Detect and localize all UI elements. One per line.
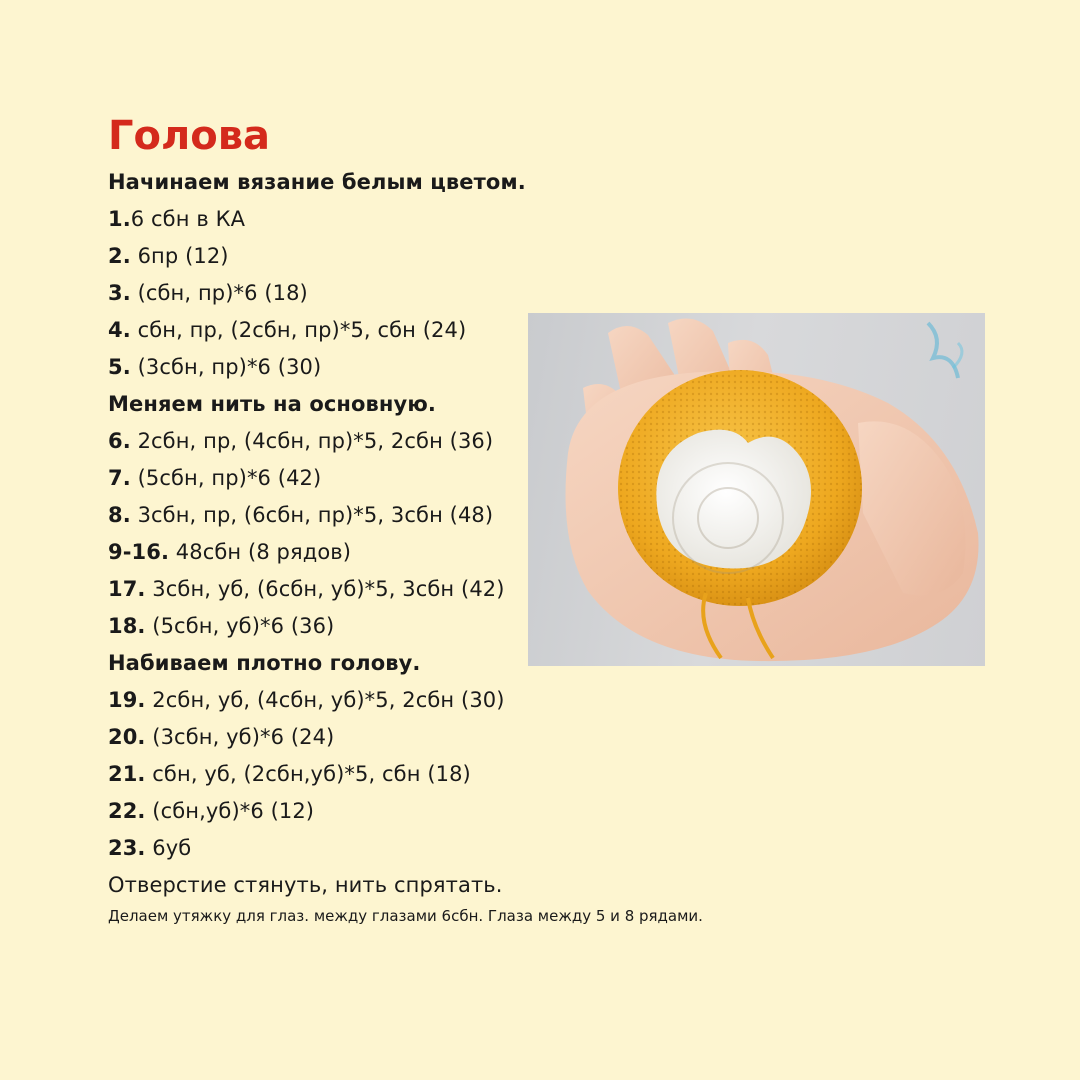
- pattern-row: [108, 349, 526, 386]
- row-text: (5сбн, пр)*6 (42): [130, 466, 322, 490]
- pattern-row: [108, 830, 526, 867]
- row-text: 6пр (12): [130, 244, 229, 268]
- eye-note: Делаем утяжку для глаз. между глазами 6сбн. Глаза между 5 и 8 рядами.: [108, 907, 703, 925]
- row-number: 21.: [108, 762, 146, 786]
- row-number: 17.: [108, 577, 146, 601]
- pattern-row: [108, 719, 526, 756]
- row-text: Набиваем плотно голову.: [108, 651, 421, 675]
- row-text: сбн, уб, (2сбн,уб)*5, сбн (18): [145, 762, 471, 786]
- hand-with-crochet-ball-icon: [528, 313, 985, 666]
- row-text: 6уб: [145, 836, 192, 860]
- pattern-row: [108, 275, 526, 312]
- pattern-row: [108, 793, 526, 830]
- row-number: 3.: [108, 281, 131, 305]
- row-number: 6.: [108, 429, 131, 453]
- pattern-row: [108, 423, 526, 460]
- row-text: 6 сбн в КА: [130, 207, 246, 231]
- row-text: 2сбн, пр, (4сбн, пр)*5, 2сбн (36): [130, 429, 494, 453]
- pattern-row: [108, 756, 526, 793]
- row-text: (3сбн, уб)*6 (24): [145, 725, 335, 749]
- row-text: Отверстие стянуть, нить спрятать.: [108, 873, 503, 897]
- row-number: 8.: [108, 503, 131, 527]
- row-number: 9-16.: [108, 540, 170, 564]
- pattern-row: [108, 497, 526, 534]
- row-number: 1.: [108, 207, 131, 231]
- pattern-row: [108, 238, 526, 275]
- finish-instruction: [108, 867, 526, 904]
- row-number: 23.: [108, 836, 146, 860]
- row-text: (сбн,уб)*6 (12): [145, 799, 315, 823]
- row-text: Меняем нить на основную.: [108, 392, 436, 416]
- row-number: 22.: [108, 799, 146, 823]
- row-number: 20.: [108, 725, 146, 749]
- row-text: 48сбн (8 рядов): [169, 540, 352, 564]
- row-text: (3сбн, пр)*6 (30): [130, 355, 322, 379]
- row-text: (5сбн, уб)*6 (36): [145, 614, 335, 638]
- pattern-row: [108, 312, 526, 349]
- row-number: 18.: [108, 614, 146, 638]
- row-text: сбн, пр, (2сбн, пр)*5, сбн (24): [130, 318, 467, 342]
- section-heading: [108, 645, 526, 682]
- row-number: 7.: [108, 466, 131, 490]
- pattern-rows: [108, 164, 526, 904]
- row-text: 3сбн, уб, (6сбн, уб)*5, 3сбн (42): [145, 577, 505, 601]
- section-heading: [108, 386, 526, 423]
- row-number: 19.: [108, 688, 146, 712]
- pattern-row: [108, 460, 526, 497]
- pattern-row: [108, 201, 526, 238]
- section-heading: [108, 164, 526, 201]
- pattern-row: [108, 571, 526, 608]
- page-title: Голова: [108, 113, 271, 159]
- row-number: 2.: [108, 244, 131, 268]
- row-number: 4.: [108, 318, 131, 342]
- pattern-row: [108, 682, 526, 719]
- row-text: 3сбн, пр, (6сбн, пр)*5, 3сбн (48): [130, 503, 494, 527]
- row-text: 2сбн, уб, (4сбн, уб)*5, 2сбн (30): [145, 688, 505, 712]
- row-text: (сбн, пр)*6 (18): [130, 281, 308, 305]
- pattern-row: [108, 534, 526, 571]
- crochet-head-photo: [528, 313, 985, 666]
- row-number: 5.: [108, 355, 131, 379]
- pattern-row: [108, 608, 526, 645]
- row-text: Начинаем вязание белым цветом.: [108, 170, 526, 194]
